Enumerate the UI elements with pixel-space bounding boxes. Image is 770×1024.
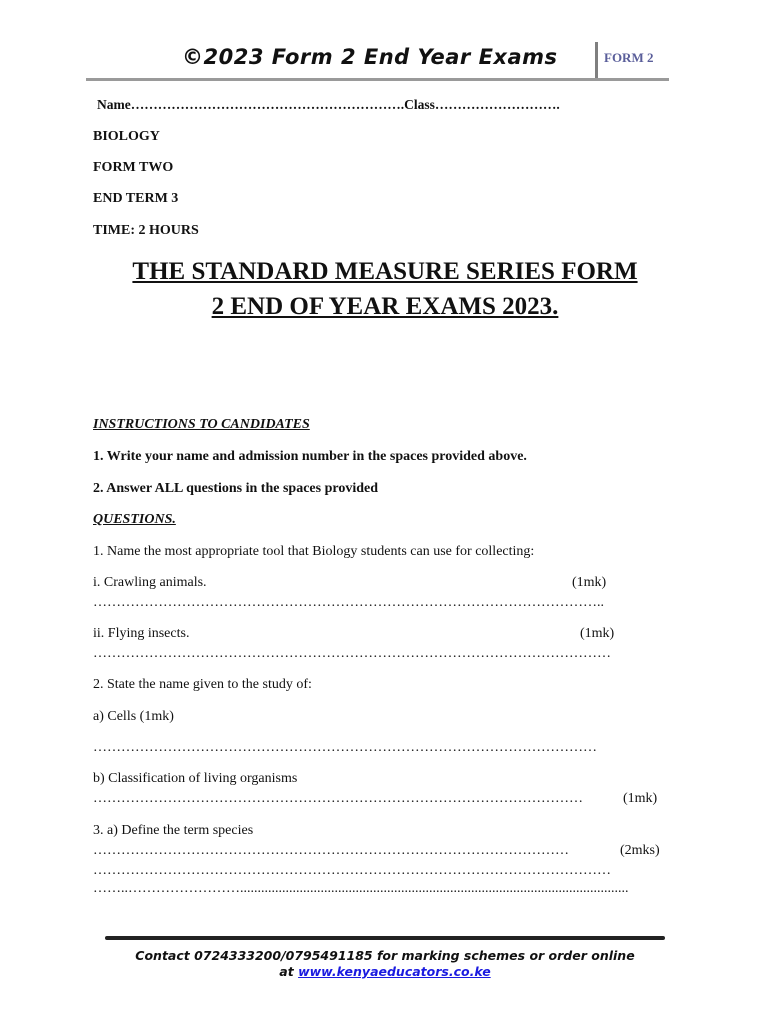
footer-website-link[interactable]: www.kenyaeducators.co.ke bbox=[298, 964, 491, 979]
questions-heading: QUESTIONS. bbox=[93, 512, 176, 527]
subject-label: BIOLOGY bbox=[93, 129, 160, 144]
header-title: ©2023 Form 2 End Year Exams bbox=[182, 45, 558, 69]
q1-part-ii-label: ii. Flying insects. bbox=[93, 626, 190, 641]
instructions-heading: INSTRUCTIONS TO CANDIDATES bbox=[93, 417, 310, 432]
name-class-line: Name…………………………………………………….Class………………………. bbox=[97, 97, 560, 112]
q1-part-ii-answer-line[interactable]: ………………………………………………………………………………………………… bbox=[93, 646, 611, 661]
q3-answer-line-3[interactable]: ……..……………………............................................................................................................... bbox=[93, 881, 629, 896]
q1-part-i-answer-line[interactable]: ……………………………………………………………………………………………….. bbox=[93, 595, 604, 610]
header-form-tag: FORM 2 bbox=[604, 50, 654, 65]
main-title bbox=[80, 254, 690, 324]
q3-answer-line-1[interactable]: ………………………………………………………………………………………… bbox=[93, 843, 569, 858]
q2-part-b-marks: (1mk) bbox=[623, 791, 658, 806]
footer-rule bbox=[105, 936, 665, 940]
q2-part-b-answer-line[interactable]: …………………………………………………………………………………………… bbox=[93, 791, 583, 806]
term-label: END TERM 3 bbox=[93, 191, 179, 206]
header-rule bbox=[86, 78, 669, 81]
main-title-line1: THE STANDARD MEASURE SERIES FORM bbox=[132, 258, 638, 285]
header-divider bbox=[595, 42, 598, 80]
q1-part-i-marks: (1mk) bbox=[572, 575, 607, 590]
main-title-line2: 2 END OF YEAR EXAMS 2023. bbox=[211, 293, 559, 320]
q2-stem: 2. State the name given to the study of: bbox=[93, 677, 312, 692]
instruction-item-1: 1. Write your name and admission number in the spaces provided above. bbox=[93, 449, 527, 464]
q2-part-a-label: a) Cells (1mk) bbox=[93, 709, 174, 724]
time-label: TIME: 2 HOURS bbox=[93, 223, 199, 238]
footer-link-line bbox=[80, 964, 690, 980]
instruction-item-2: 2. Answer ALL questions in the spaces provided bbox=[93, 481, 378, 496]
q2-part-b-label: b) Classification of living organisms bbox=[93, 771, 298, 786]
footer-at-label: at bbox=[279, 964, 294, 979]
form-label: FORM TWO bbox=[93, 160, 174, 175]
q2-part-a-answer-line[interactable]: ……………………………………………………………………………………………… bbox=[93, 740, 597, 755]
footer-contact-line: Contact 0724333200/0795491185 for marking schemes or order online bbox=[135, 948, 635, 963]
q3-stem: 3. a) Define the term species bbox=[93, 823, 254, 838]
q1-part-ii-marks: (1mk) bbox=[580, 626, 615, 641]
q1-stem: 1. Name the most appropriate tool that Biology students can use for collecting: bbox=[93, 544, 535, 559]
q1-part-i-label: i. Crawling animals. bbox=[93, 575, 207, 590]
q3-answer-line-2[interactable]: ………………………………………………………………………………………………… bbox=[93, 863, 611, 878]
q3-marks: (2mks) bbox=[620, 843, 660, 858]
footer-contact bbox=[80, 948, 690, 980]
